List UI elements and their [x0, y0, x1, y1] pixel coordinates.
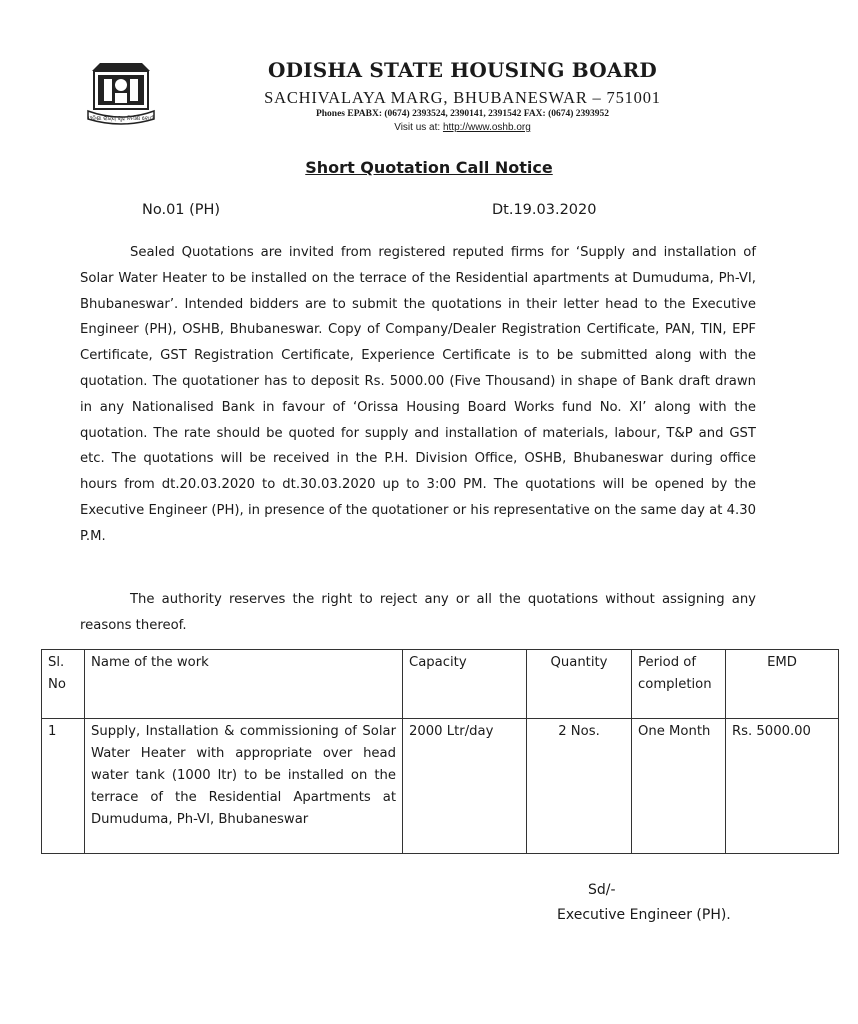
signature-sd: Sd/-: [588, 882, 616, 898]
table-cell-capacity: 2000 Ltr/day: [403, 719, 527, 854]
organization-name: ODISHA STATE HOUSING BOARD: [268, 58, 657, 82]
oshb-logo: [82, 55, 160, 127]
table-cell-work-name: Supply, Installation & commissioning of Solar Water Heater with appropriate over head water tank (1000 ltr) to be installed on the terrace of the Residential Apartments at Dumuduma, Ph-VI, Bhubaneswar: [85, 719, 403, 854]
table-header-cell: Capacity: [403, 650, 527, 719]
notice-date: Dt.19.03.2020: [492, 202, 597, 218]
notice-number: No.01 (PH): [142, 202, 221, 218]
table-header-cell: Period of completion: [632, 650, 726, 719]
website-prefix: Visit us at:: [394, 122, 443, 133]
organization-address: SACHIVALAYA MARG, BHUBANESWAR – 751001: [264, 88, 661, 107]
organization-website: [170, 122, 755, 133]
table-header-cell: Sl. No: [42, 650, 85, 719]
notice-paragraph-main: Sealed Quotations are invited from registered reputed firms for ‘Supply and installation of Solar Water Heater to be installed on the terrace of the Residential apartments at Dumuduma, Ph-VI, Bhubaneswar’. Intended bidders are to submit the quotations in their letter head to the Executive Engineer (PH), OSHB, Bhubaneswar. Copy of Company/Dealer Registration Certificate, PAN, TIN, EPF Certificate, GST Registration Certificate, Experience Certificate is to be submitted along with the quotation. The quotationer has to deposit Rs. 5000.00 (Five Thousand) in shape of Bank draft drawn in any Nationalised Bank in favour of ‘Orissa Housing Board Works fund No. XI’ along with the quotation. The rate should be quoted for supply and installation of materials, labour, T&P and GST etc. The quotations will be received in the P.H. Division Office, OSHB, Bhubaneswar during office hours from dt.20.03.2020 to dt.30.03.2020 up to 3:00 PM. The quotations will be opened by the Executive Engineer (PH), in presence of the quotationer or his representative on the same day at 4.30 P.M.: [80, 245, 756, 544]
table-cell-serial: 1: [42, 719, 85, 854]
svg-text:ଓଡ଼ିଶା ରାଜ୍ୟ ଗୃହ ନିର୍ମାଣ ବୋର୍ଡ: ଓଡ଼ିଶା ରାଜ୍ୟ ଗୃହ ନିର୍ମାଣ ବୋର୍ଡ: [88, 116, 154, 122]
table-header-cell: EMD: [726, 650, 839, 719]
notice-paragraph-authority: The authority reserves the right to reject any or all the quotations without assigning any reasons thereof.: [80, 592, 756, 633]
organization-phones: Phones EPABX: (0674) 2393524, 2390141, 2391542 FAX: (0674) 2393952: [315, 109, 610, 119]
table-header-cell: Quantity: [527, 650, 632, 719]
work-table: [41, 649, 839, 854]
signature-designation: Executive Engineer (PH).: [557, 907, 731, 923]
table-header-row: [42, 650, 839, 719]
table-header-cell: Name of the work: [85, 650, 403, 719]
website-link[interactable]: http://www.oshb.org: [442, 122, 531, 133]
notice-title: Short Quotation Call Notice: [305, 158, 553, 177]
table-row: [42, 719, 839, 854]
table-cell-quantity: 2 Nos.: [527, 719, 632, 854]
table-cell-emd: Rs. 5000.00: [726, 719, 839, 854]
table-cell-period: One Month: [632, 719, 726, 854]
